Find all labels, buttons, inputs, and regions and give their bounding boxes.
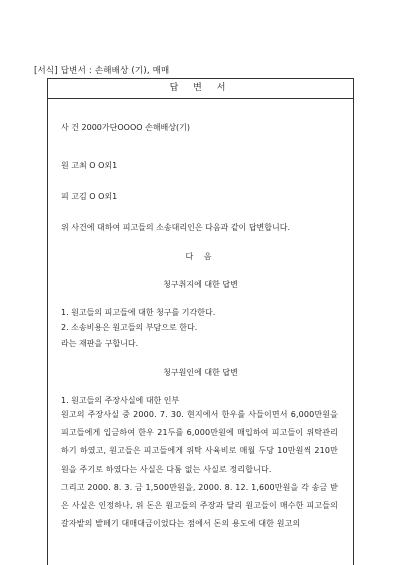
- answer-document: [47, 78, 354, 565]
- section2-subheading: 1. 원고들의 주장사실에 대한 인부: [61, 396, 180, 405]
- plaintiff-line: 원 고최 O O외1: [61, 161, 118, 170]
- section2-title: 청구원인에 대한 답변: [163, 368, 238, 377]
- claim-closing: 라는 재판을 구합니다.: [61, 339, 139, 348]
- defendant-line: 피 고김 O O외1: [61, 192, 118, 201]
- paragraph-1: 원고의 주장사실 중 2000. 7. 30. 현지에서 한우를 사들이면서 6,000만원을 피고들에게 입금하여 한우 21두를 6,000만원에 매입하여 피고들이 위탁관리하기 하였고, 원고들은 피고들에게 위탁 사육비로 매월 두당 10만원씩 210만원을 주기로 하였다는 사실은 다툼 없는 사실로 정리합니다.: [61, 410, 338, 474]
- claim-item-2: 2. 소송비용은 원고들의 부담으로 한다.: [61, 323, 198, 332]
- intro-text: 위 사건에 대하여 피고들의 소송대리인은 다음과 같이 답변합니다.: [61, 223, 290, 232]
- claim-item-1: 1. 원고들의 피고들에 대한 청구를 기각한다.: [61, 308, 216, 317]
- form-caption: [서식] 답변서 : 손해배상 (기), 매매: [34, 66, 170, 76]
- paragraph-2: 그리고 2000. 8. 3. 금 1,500만원을, 2000. 8. 12. 1,600만원을 각 송금 받은 사실은 인정하나, 위 돈은 원고들의 주장과 달리 원고들이 매수한 피고들의 갈자밭의 밭떼기 대매대금이었다는 점에서 돈의 용도에 대한 원고의: [61, 483, 338, 529]
- document-title: 답 변 서: [48, 79, 353, 99]
- following-heading: 다 음: [185, 252, 216, 261]
- case-line: 사 건 2000가단OOOO 손해배상(기): [61, 123, 190, 132]
- section1-title: 청구취지에 대한 답변: [163, 280, 238, 289]
